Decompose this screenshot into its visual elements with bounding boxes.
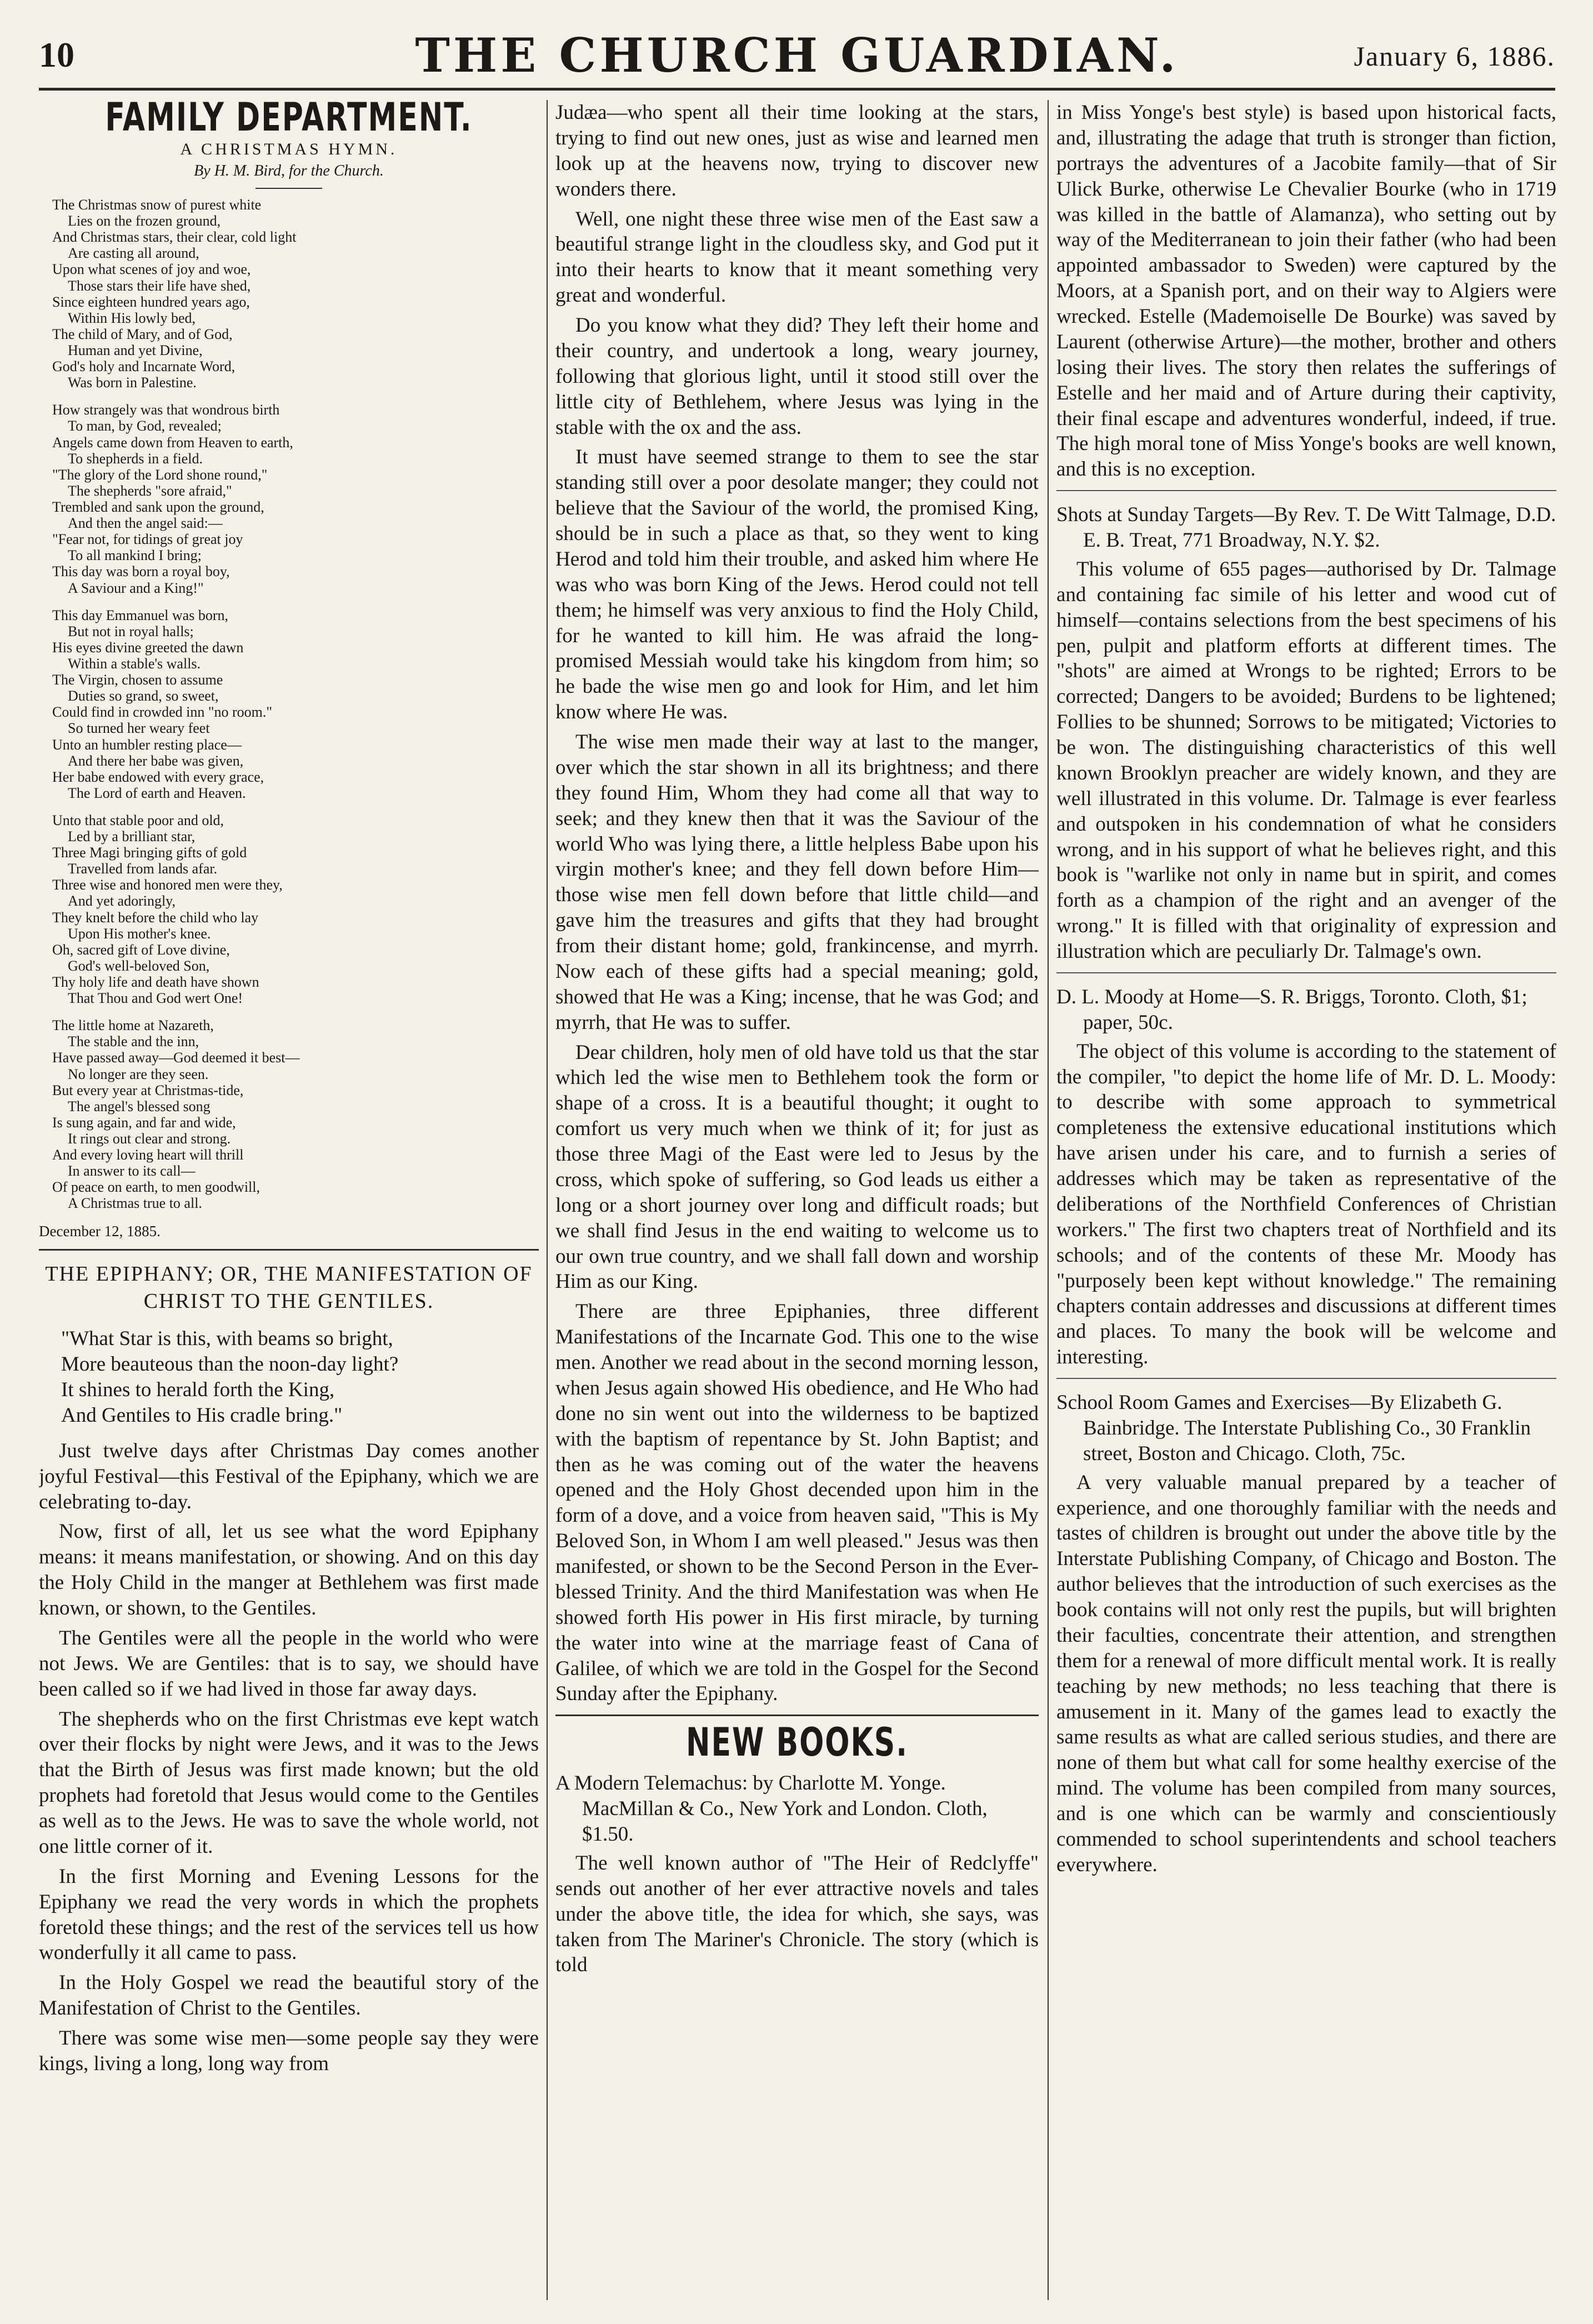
verse-line: More beauteous than the noon-day light? [61, 1353, 399, 1376]
poem-line: Within a stable's walls. [68, 655, 201, 672]
poem-line: Human and yet Divine, [68, 342, 203, 358]
poem-line: And yet adoringly, [68, 893, 176, 909]
poem-line: A Christmas true to all. [68, 1195, 202, 1212]
section-rule [1056, 490, 1556, 491]
article-paragraph: Dear children, holy men of old have told us that the star which led the wise men to Bethlehem took the form or shape of a cross. It is a beautiful thought; it ought to comfort us very much when we think of it; for just as those three Magi of the East were led to Jesus by the cross, which spoke of suffering, so God leads us either a long or a short journey over long and difficult roads; but we shall find Jesus in the end waiting to welcome us to our own true country, and we shall fall down and worship Him as our King. [555, 1041, 1039, 1293]
poem-line: Three Magi bringing gifts of gold [52, 844, 247, 861]
poem-rule [256, 188, 322, 189]
article-paragraph: Judæa—who spent all their time looking at the stars, trying to find out new ones, just as wise and learned men look up at the heavens now, trying to discover new wonders there. [555, 101, 1039, 201]
poem-line: That Thou and God wert One! [68, 990, 243, 1007]
poem-line: The stable and the inn, [68, 1033, 199, 1050]
poem-line: And Christmas stars, their clear, cold light [52, 229, 297, 246]
poem-line: The Lord of earth and Heaven. [68, 784, 246, 801]
poem-line: Was born in Palestine. [68, 374, 197, 391]
poem-line: Have passed away—God deemed it best— [52, 1049, 300, 1066]
masthead [39, 16, 1555, 91]
new-books-heading: NEW BOOKS. [685, 1720, 909, 1766]
column-1 [39, 100, 539, 2300]
page-number: 10 [39, 35, 74, 74]
poem-line: Trembled and sank upon the ground, [52, 498, 264, 515]
verse-line: It shines to herald forth the King, [61, 1378, 335, 1402]
poem-line: It rings out clear and strong. [68, 1131, 231, 1147]
poem-line: "The glory of the Lord shone round," [52, 466, 268, 483]
book-review: The well known author of "The Heir of Redclyffe" sends out another of her ever attractive novels and tales under the above title, the idea for which, she says, was taken from The Mariner's Chronicle. The story (which is told [555, 1851, 1039, 1977]
poem-line: Three wise and honored men were they, [52, 877, 283, 893]
epiphany-heading: THE EPIPHANY; OR, THE MANIFESTATION OF CHRIST TO THE GENTILES. [45, 1262, 533, 1313]
column-rule-2 [1048, 100, 1049, 2300]
article-paragraph: In the first Morning and Evening Lessons for the Epiphany we read the very words in which the prophets foretold these things; and the rest of the services tell us how wonderfully it all came to pass. [39, 1865, 539, 1965]
poem-line: His eyes divine greeted the dawn [52, 639, 244, 656]
poem-line: Within His lowly bed, [68, 309, 196, 326]
book-entry-moody: D. L. Moody at Home—S. R. Briggs, Toronto. Cloth, $1; paper, 50c. [1056, 985, 1527, 1034]
poem-line: This day Emmanuel was born, [52, 607, 228, 623]
poem-line: Unto an humbler resting place— [52, 736, 242, 753]
article-paragraph: Well, one night these three wise men of the East saw a beautiful strange light in the cloudless sky, and God put it into their hearts to know that it meant something very great and wonderful. [555, 207, 1039, 307]
section-rule [1056, 972, 1556, 973]
poem-line: So turned her weary feet [68, 720, 210, 737]
poem-line: And then the angel said:— [68, 515, 223, 532]
epiphany-verse [39, 1326, 539, 1428]
section-rule [555, 1715, 1039, 1716]
article-paragraph: Do you know what they did? They left their home and their country, and undertook a long, weary journey, following that glorious light, until it stood still over the little city of Bethlehem, where Jesus was lying in the stable with the ox and the ass. [555, 314, 1039, 439]
poem-line: Her babe endowed with every grace, [52, 768, 264, 785]
book-entry-talmage: Shots at Sunday Targets—By Rev. T. De Witt Talmage, D.D. E. B. Treat, 771 Broadway, N.Y. $2. [1056, 503, 1556, 552]
article-paragraph: It must have seemed strange to them to see the star standing still over a poor desolate manger; they could not believe that the Saviour of the world, the promised King, should be in such a place as that, so they went to king Herod and told him their trouble, and asked him where He was who was born King of the Jews. Herod could not tell them; he himself was very anxious to find the Holy Child, for he wanted to kill him. He was afraid the long-promised Messiah would take his kingdom from him; so he bade the wise men go and look for Him, and let him know where He was. [555, 446, 1039, 724]
newspaper-title: THE CHURCH GUARDIAN. [415, 28, 1179, 83]
article-paragraph: There are three Epiphanies, three different Manifestations of the Incarnate God. This one to the wise men. Another we read about in the second morning lesson, when Jesus again showed His obedience, and He Who had done no sin went out into the wilderness to be baptized with the baptism of repentance by St. John Baptist; and then as he was coming out of the water the heavens opened and the Holy Ghost decended upon him in the form of a dove, and a voice from heaven said, "This is My Beloved Son, in Whom I am well pleased." Jesus was then manifested, or shown to be the Second Person in the Ever-blessed Trinity. And the third Manifestation was when He showed forth His power in His first miracle, by turning the water into wine at the marriage feast of Cana of Galilee, of which we are told in the Gospel for the Second Sunday after the Epiphany. [555, 1300, 1039, 1706]
section-rule [1056, 1378, 1556, 1379]
poem-line: They knelt before the child who lay [52, 909, 259, 926]
poem-line: The child of Mary, and of God, [52, 326, 233, 342]
poem-line: Are casting all around, [68, 245, 199, 262]
poem-stanza [52, 197, 539, 391]
book-review: in Miss Yonge's best style) is based upon historical facts, and, illustrating the adage that truth is stronger than fiction, portrays the adventures of a Jacobite family—that of Sir Ulick Burke, otherwise Le Chevalier Bourke (who in 1719 was killed in the battle of Alamanza), who setting out by way of the Mediterranean to join their father (who had been appointed ambassador to Sweden) were captured by the Moors, at a Spanish port, and on their way to Algiers were wrecked. Estelle (Mademoiselle De Bourke) was saved by Laurent (otherwise Arture)—the mother, brother and others losing their lives. The story then relates the sufferings of Estelle and her maid and of Arture during their captivity, their final escape and adventures wonderful, indeed, if true. The high moral tone of Miss Yonge's books are well known, and this is no exception. [1056, 101, 1556, 481]
column-rule-1 [547, 100, 548, 2300]
poem-date: December 12, 1885. [39, 1222, 161, 1240]
poem-line: And every loving heart will thrill [52, 1147, 244, 1163]
book-review: The object of this volume is according to the statement of the compiler, "to depict the home life of Mr. D. L. Moody: to describe with some approach to symmetrical completeness the extensive educational institutions which have arisen under his care, and to furnish a series of addresses which may be taken as representative of the deliberations of the Northfield Conferences of Christian workers." The first two chapters treat of Northfield and its schools; and of the contents of these Mr. Moody has "purposely been kept without knowledge." The remaining chapters contain addresses and discussions at different times and places. To many the book will be welcome and interesting. [1056, 1039, 1556, 1369]
article-paragraph: Now, first of all, let us see what the word Epiphany means: it means manifestation, or showing. And on this day the Holy Child in the manger at Bethlehem was first made known, or shown, to the Gentiles. [39, 1520, 539, 1620]
poem-stanza [52, 1017, 539, 1211]
poem-line: The little home at Nazareth, [52, 1017, 214, 1034]
poem-stanza [52, 812, 539, 1006]
poem-line: The Christmas snow of purest white [52, 197, 262, 213]
book-entry-school-games: School Room Games and Exercises—By Elizabeth G. Bainbridge. The Interstate Publishing Co., 30 Franklin street, Boston and Chicago. Cloth, 75c. [1056, 1391, 1531, 1465]
poem-line: In answer to its call— [68, 1163, 196, 1180]
poem-line: The shepherds "sore afraid," [68, 482, 232, 499]
poem-line: No longer are they seen. [68, 1066, 209, 1082]
poem-line: A Saviour and a King!" [68, 579, 204, 596]
poem-line: Lies on the frozen ground, [68, 213, 221, 229]
poem-byline: By H. M. Bird, for the Church. [194, 162, 384, 179]
article-paragraph: There was some wise men—some people say they were kings, living a long, long way from [39, 2027, 539, 2075]
poem-line: Travelled from lands afar. [68, 861, 218, 877]
article-paragraph: Just twelve days after Christmas Day comes another joyful Festival—this Festival of the Epiphany, which we are celebrating to-day. [39, 1439, 539, 1513]
poem-line: God's well-beloved Son, [68, 957, 210, 974]
poem-line: God's holy and Incarnate Word, [52, 358, 236, 375]
verse-line: And Gentiles to His cradle bring." [61, 1403, 343, 1427]
article-paragraph: The wise men made their way at last to the manger, over which the star shown in all its brightness; and there they found Him, Whom they had come all that way to seek; and they knew then that it was the Saviour of the world Who was lying there, a little helpless Babe upon his virgin mother's knee; and they fell down before Him—those wise men fell down before that little child—and gave him the treasures and gifts that they had brought from their distant home; gold, frankincense, and myrrh. Now each of these gifts had a special meaning; gold, showed that He was a King; incense, that he was God; and myrrh, that He was to suffer. [555, 731, 1039, 1034]
article-paragraph: In the Holy Gospel we read the beautiful story of the Manifestation of Christ to the Gentiles. [39, 1971, 539, 2020]
poem-title: A CHRISTMAS HYMN. [180, 140, 398, 158]
article-paragraph: The Gentiles were all the people in the world who were not Jews. We are Gentiles: that is to say, we should have been called so if we had lived in those far away days. [39, 1626, 539, 1701]
poem-line: And there her babe was given, [68, 752, 244, 769]
poem-line: But not in royal halls; [68, 623, 194, 639]
poem-line: Oh, sacred gift of Love divine, [52, 941, 230, 958]
poem-line: Unto that stable poor and old, [52, 812, 224, 828]
family-department-heading: FAMILY DEPARTMENT. [105, 100, 473, 141]
section-rule [39, 1249, 539, 1251]
poem-line: To shepherds in a field. [68, 450, 203, 467]
book-review: A very valuable manual prepared by a teacher of experience, and one thoroughly familiar with the needs and tastes of children is brought out under the above title by the Interstate Publishing Company, of Chicago and Boston. The author believes that the introduction of such exercises as the book contains will not only rest the pupils, but will brighten their faculties, concentrate their attention, and strengthen them for a renewal of more difficult mental work. It is really teaching by new methods; no less teaching that there is amusement in it. Many of the games lead to exactly the same results as what are called serious studies, and there are none of them but what call for some healthy exercise of the mind. The volume has been compiled from many sources, and is one which can be warmly and conscientiously commended to school superintendents and school teachers everywhere. [1056, 1471, 1556, 1876]
poem-line: Thy holy life and death have shown [52, 974, 259, 991]
book-entry-telemachus: A Modern Telemachus: by Charlotte M. Yonge. MacMillan & Co., New York and London. Cloth, $1.50. [555, 1772, 988, 1846]
poem-line: Since eighteen hundred years ago, [52, 293, 250, 310]
poem-line: Of peace on earth, to men goodwill, [52, 1179, 260, 1196]
column-3 [1056, 100, 1556, 2300]
poem-line: Duties so grand, so sweet, [68, 688, 219, 704]
poem-line: Led by a brilliant star, [68, 828, 196, 845]
book-review: This volume of 655 pages—authorised by Dr. Talmage and containing fac simile of his letter and wood cut of himself—contains selections from the best specimens of his pen, pulpit and platform efforts at different times. The "shots" are aimed at Wrongs to be righted; Errors to be corrected; Dangers to be avoided; Burdens to be lightened; Follies to be shunned; Sorrows to be mitigated; Victories to be won. The distinguishing characteristics of this well known Brooklyn preacher are widely known, and they are well illustrated in this volume. Dr. Talmage is ever fearless and outspoken in his condemnation of what he considers wrong, and in his support of what he believes right, and this book is "warlike not only in name but in spirit, and comes forth as a champion of the right and an avenger of the wrong." It is filled with that originality of expression and illustration which are peculiarly Dr. Talmage's own. [1056, 557, 1556, 963]
poem-line: Upon His mother's knee. [68, 925, 211, 942]
poem-line: Upon what scenes of joy and woe, [52, 261, 251, 278]
poem-line: The angel's blessed song [68, 1098, 211, 1114]
verse-line: "What Star is this, with beams so bright, [61, 1327, 393, 1351]
poem-line: This day was born a royal boy, [52, 563, 230, 580]
column-2 [555, 100, 1039, 2300]
poem-line: Could find in crowded inn "no room." [52, 704, 273, 721]
poem-line: How strangely was that wondrous birth [52, 402, 280, 418]
poem-line: To man, by God, revealed; [68, 418, 222, 434]
poem-line: But every year at Christmas-tide, [52, 1082, 244, 1098]
poem-line: "Fear not, for tidings of great joy [52, 531, 243, 548]
christmas-hymn-poem [39, 197, 539, 1212]
poem-line: Is sung again, and far and wide, [52, 1114, 236, 1131]
poem-line: Angels came down from Heaven to earth, [52, 434, 293, 451]
poem-line: Those stars their life have shed, [68, 277, 251, 294]
poem-stanza [52, 402, 539, 596]
poem-stanza [52, 607, 539, 801]
poem-line: The Virgin, chosen to assume [52, 672, 223, 688]
article-paragraph: The shepherds who on the first Christmas eve kept watch over their flocks by night were Jews, and it was to the Jews that the Birth of Jesus was first made known; but the old prophets had foretold that Jesus would come to the Gentiles as well as to the Jews. He was to save the whole world, not one little corner of it. [39, 1707, 539, 1858]
poem-line: To all mankind I bring; [68, 547, 202, 564]
issue-date: January 6, 1886. [1354, 41, 1555, 72]
